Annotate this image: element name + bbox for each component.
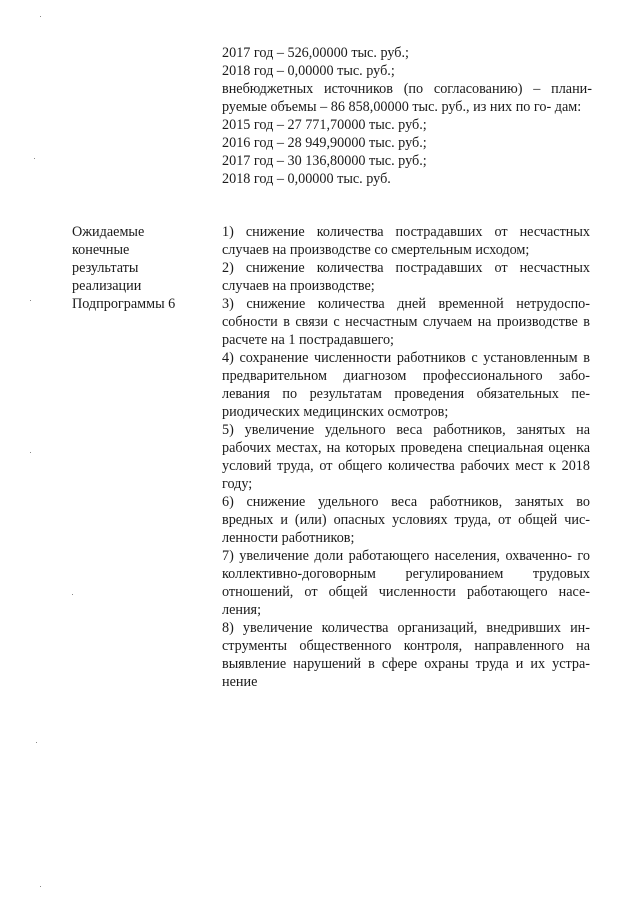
scan-speck [72,594,73,595]
results-label-line: конечные [72,242,130,258]
result-item: 2) снижение количества пострадавших от несчастных случаев на производстве; [222,260,590,294]
scan-speck [30,452,31,453]
scan-speck [34,158,35,159]
result-item: 3) снижение количества дней временной нетрудоспо- собности в связи с несчастным случаем на производстве в расчете на 1 пострадавшего; [222,296,590,348]
results-label [72,223,212,313]
funding-line: 2018 год – 0,00000 тыс. руб.; [222,63,395,79]
result-item: 5) увеличение удельного веса работников, занятых на рабочих местах, на которых проведена специальная оценка условий труда, от общего количества рабочих мест к 2018 году; [222,422,590,492]
result-item: 4) сохранение численности работников с установленным в предварительном диагнозом профессионального забо- левания по результатам проведения обязательных пе- риодических медицинских осмотров; [222,350,590,420]
funding-line: 2018 год – 0,00000 тыс. руб. [222,171,391,187]
results-list [222,223,590,691]
result-item: 6) снижение удельного веса работников, занятых во вредных и (или) опасных условиях труда, от общей чис- ленности работников; [222,494,590,546]
funding-line: 2017 год – 30 136,80000 тыс. руб.; [222,153,427,169]
results-label-line: результаты [72,260,139,276]
result-item: 1) снижение количества пострадавших от несчастных случаев на производстве со смертельным исходом; [222,224,590,258]
funding-line: 2017 год – 526,00000 тыс. руб.; [222,45,409,61]
funding-line: 2016 год – 28 949,90000 тыс. руб.; [222,135,427,151]
scan-speck [30,300,31,301]
funding-line: 2015 год – 27 771,70000 тыс. руб.; [222,117,427,133]
scan-speck [40,16,41,17]
results-label-line: Подпрограммы 6 [72,296,176,312]
funding-block [222,44,592,188]
extrabudget-text: внебюджетных источников (по согласованию) – плани- руемые объемы – 86 858,00000 тыс. руб., из них по го- дам: [222,81,592,115]
scan-speck [36,742,37,743]
results-label-line: Ожидаемые [72,224,145,240]
result-item: 8) увеличение количества организаций, внедривших ин- струменты общественного контроля, направленного на выявление нарушений в сфере охраны труда и их устра- нение [222,620,590,690]
scan-speck [40,886,41,887]
result-item: 7) увеличение доли работающего населения, охваченно- го коллективно-договорным регулированием трудовых отношений, от общей численности работающего насе- ления; [222,548,590,618]
results-label-line: реализации [72,278,142,294]
